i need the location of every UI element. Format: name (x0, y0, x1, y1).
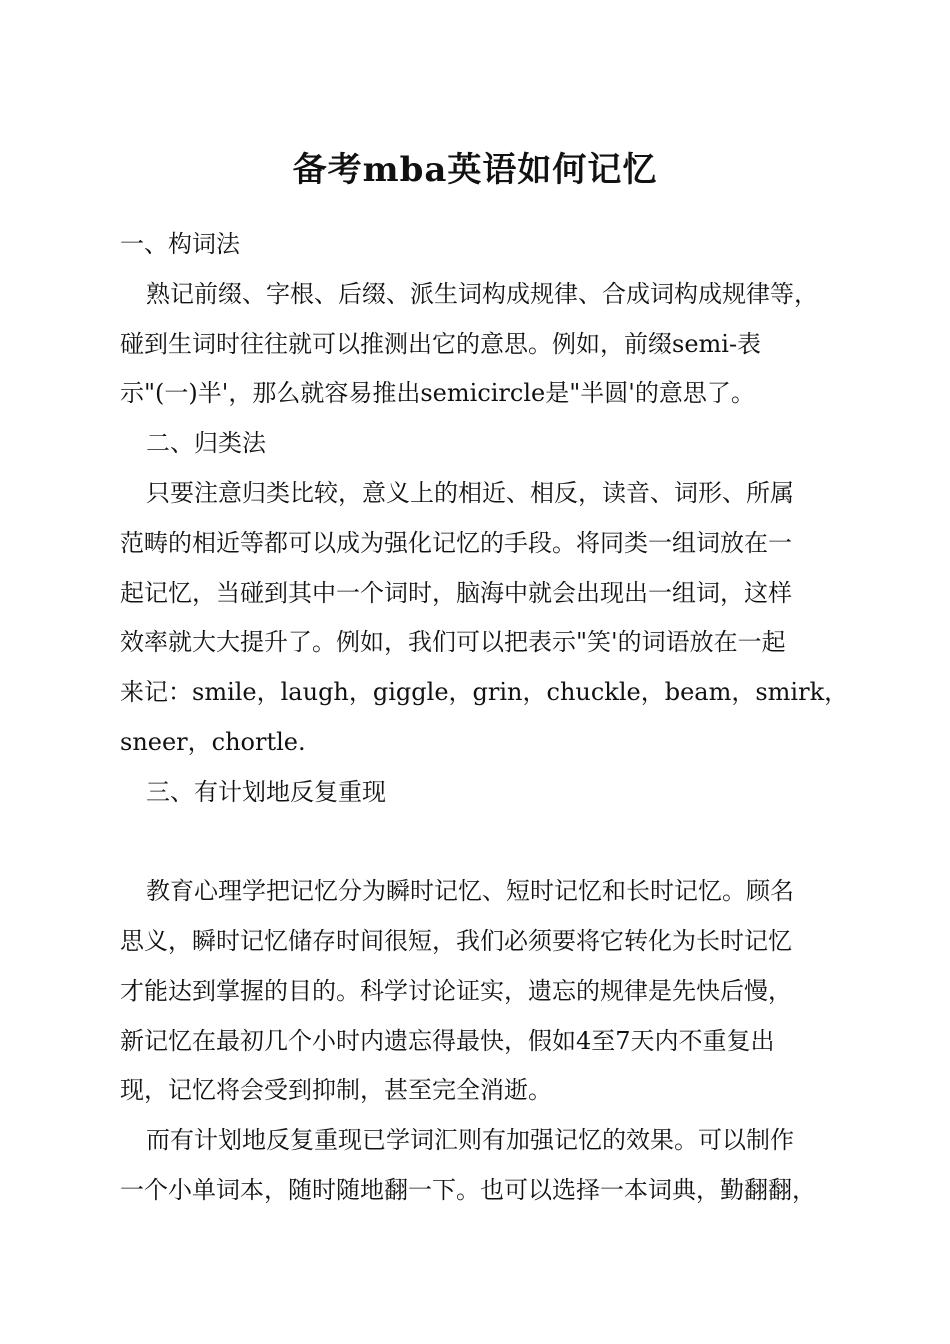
paragraph-line: 教育心理学把记忆分为瞬时记忆、短时记忆和长时记忆。顾名 (146, 877, 794, 905)
paragraph-line: 思义，瞬时记忆储存时间很短，我们必须要将它转化为长时记忆 (120, 927, 792, 955)
heading-3-planned-repetition: 三、有计划地反复重现 (146, 778, 386, 806)
paragraph-line: 起记忆，当碰到其中一个词时，脑海中就会出现出一组词，这样 (120, 579, 792, 607)
paragraph-line: 只要注意归类比较，意义上的相近、相反，读音、词形、所属 (146, 479, 794, 507)
paragraph-line: 才能达到掌握的目的。科学讨论证实，遗忘的规律是先快后慢， (120, 977, 792, 1005)
paragraph-line: 而有计划地反复重现已学词汇则有加强记忆的效果。可以制作 (146, 1126, 794, 1154)
heading-1-word-formation: 一、构词法 (120, 230, 240, 258)
paragraph-line: 碰到生词时往往就可以推测出它的意思。例如，前缀semi-表 (120, 330, 762, 358)
heading-2-classification: 二、归类法 (146, 429, 266, 457)
paragraph-line: 来记：smile，laugh，giggle，grin，chuckle，beam，smirk， (120, 678, 849, 706)
paragraph-line: 新记忆在最初几个小时内遗忘得最快，假如4至7天内不重复出 (120, 1027, 775, 1055)
paragraph-line: 一个小单词本，随时随地翻一下。也可以选择一本词典，勤翻翻， (120, 1176, 816, 1204)
paragraph-line: 效率就大大提升了。例如，我们可以把表示"笑'的词语放在一起 (120, 628, 786, 656)
document-title: 备考mba英语如何记忆 (292, 150, 658, 190)
paragraph-line: 示"(一)半'，那么就容易推出semicircle是"半圆'的意思了。 (120, 379, 755, 407)
paragraph-line: 范畴的相近等都可以成为强化记忆的手段。将同类一组词放在一 (120, 529, 792, 557)
paragraph-line: sneer，chortle. (120, 728, 306, 756)
paragraph-line: 现，记忆将会受到抑制，甚至完全消逝。 (120, 1076, 552, 1104)
paragraph-line: 熟记前缀、字根、后缀、派生词构成规律、合成词构成规律等， (146, 280, 818, 308)
